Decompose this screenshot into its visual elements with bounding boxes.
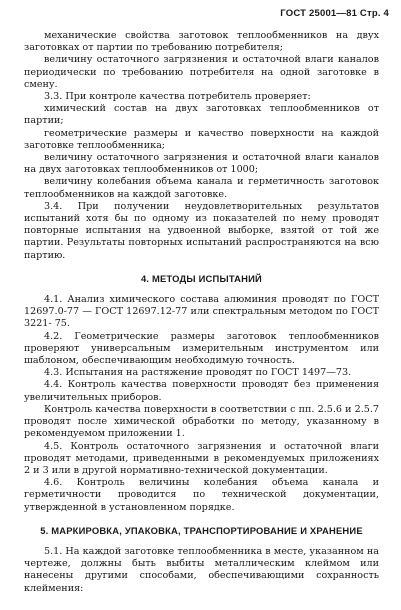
paragraph: 5.1. На каждой заготовке теплообменника в месте, указанном на чертеже, должны быть выбиты металлическим клеймом или нанесены другими способами, обеспечивающими сохранность клеймения: bbox=[24, 545, 379, 594]
paragraph: 3.4. При получении неудовлетворительных результатов испытаний хотя бы по одному из показателей по нему проводят повторные испытания на удвоенной выборке, взятой от той же партии. Результаты повторных испытаний распространяются на всю партию. bbox=[24, 200, 379, 261]
section-heading: 5. МАРКИРОВКА, УПАКОВКА, ТРАНСПОРТИРОВАНИЕ И ХРАНЕНИЕ bbox=[40, 524, 363, 536]
page-header: ГОСТ 25001—81 Стр. 4 bbox=[280, 8, 389, 19]
section-heading: 4. МЕТОДЫ ИСПЫТАНИЙ bbox=[141, 272, 262, 284]
document-body bbox=[24, 30, 379, 595]
paragraph: 4.6. Контроль величины колебания объема канала и герметичности проводится по технической документации, утвержденной в установленном порядке. bbox=[24, 477, 379, 513]
paragraph: механические свойства заготовок теплообменников на двух заготовках от партии по требованию потребителя; bbox=[24, 30, 379, 54]
paragraph: 4.5. Контроль остаточного загрязнения и остаточной влаги проводят методами, приведенными в рекомендуемых приложениях 2 и 3 или в другой нормативно-технической документации. bbox=[24, 440, 379, 476]
paragraph: Контроль качества поверхности в соответствии с пп. 2.5.6 и 2.5.7 проводят после химической обработки по методу, указанному в рекомендуемом приложении 1. bbox=[24, 403, 379, 440]
paragraph: 4.2. Геометрические размеры заготовок теплообменников проверяют универсальным измерительным инструментом или шаблоном, обеспечивающим необходимую точность. bbox=[24, 330, 379, 367]
paragraph: 4.1. Анализ химического состава алюминия проводят по ГОСТ 12697.0-77 — ГОСТ 12697.12-77 или спектральным методом по ГОСТ 3221- 75. bbox=[24, 294, 379, 330]
paragraph: величину остаточного загрязнения и остаточной влаги каналов периодически по требованию потребителя на одной заготовке в смену. bbox=[24, 54, 379, 90]
paragraph: 4.3. Испытания на растяжение проводят по ГОСТ 1497—73. bbox=[44, 367, 352, 379]
paragraph: величину остаточного загрязнения и остаточной влаги каналов на двух заготовках теплообменников от 1000; bbox=[24, 152, 379, 176]
paragraph: 3.3. При контроле качества потребитель проверяет: bbox=[44, 91, 311, 103]
paragraph: химический состав на двух заготовках теплообменников от партии; bbox=[24, 103, 379, 127]
paragraph: 4.4. Контроль качества поверхности проводят без применения увеличительных приборов. bbox=[24, 379, 379, 403]
paragraph: величину колебания объема канала и герметичность заготовок теплообменников на каждой заготовке. bbox=[24, 176, 379, 200]
paragraph: геометрические размеры и качество поверхности на каждой заготовке теплообменника; bbox=[24, 127, 379, 151]
